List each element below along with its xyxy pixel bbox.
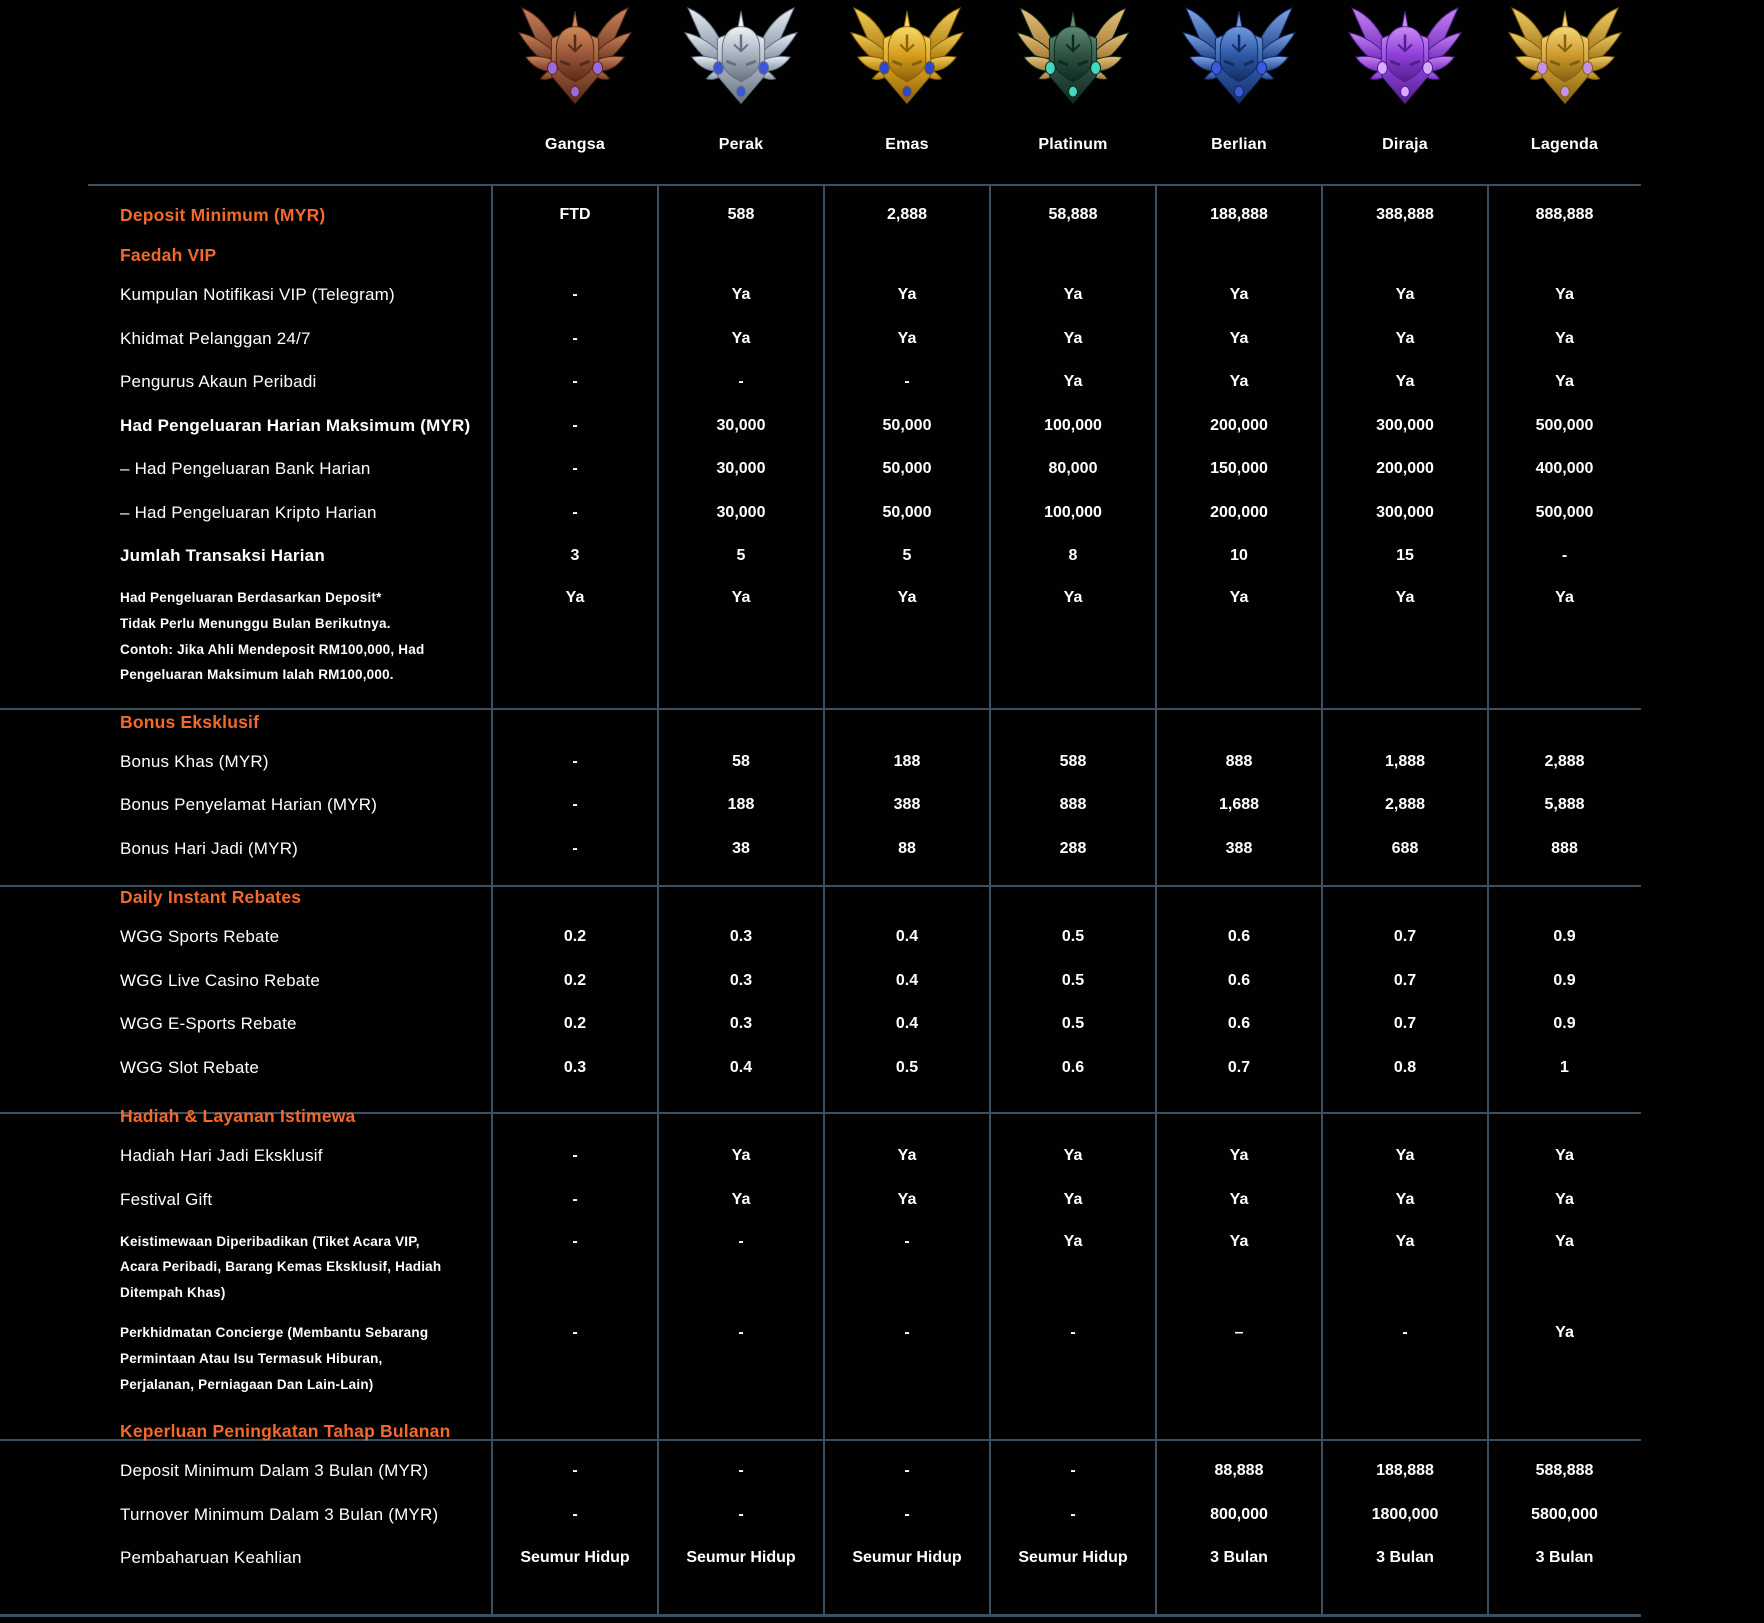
tier-value-cell: Ya: [1395, 1190, 1415, 1208]
tier-value-cell: 0.5: [1061, 971, 1085, 989]
tier-value-cell: 0.6: [1227, 928, 1251, 946]
tier-value-cell: Seumur Hidup: [852, 1549, 962, 1567]
tier-value-cell: Ya: [1555, 1147, 1574, 1165]
tier-value-cell: 688: [1391, 839, 1419, 857]
tier-value-cell: 0.7: [1393, 971, 1417, 989]
tier-column: [492, 0, 658, 185]
row-label: WGG Sports Rebate: [120, 927, 280, 947]
tier-value-cell: Ya: [1229, 1147, 1249, 1165]
tier-badge-icon: [1180, 5, 1298, 129]
tier-value-cell: -: [572, 329, 578, 347]
tier-value-cell: Ya: [1229, 286, 1249, 304]
row-label: WGG E-Sports Rebate: [120, 1014, 297, 1034]
bottom-border-line: [0, 1614, 1641, 1617]
row-label: [0, 585, 492, 688]
row-label: – Had Pengeluaran Kripto Harian: [120, 502, 377, 522]
tier-value-cell: -: [572, 1190, 578, 1208]
tier-value-cell: Seumur Hidup: [520, 1549, 630, 1567]
tier-value-cell: 88,888: [1214, 1462, 1264, 1480]
tier-value-cell: 30,000: [716, 416, 766, 434]
tier-value-cell: 1: [1560, 1058, 1569, 1076]
tier-value-cell: -: [572, 416, 578, 434]
table-row: [0, 703, 1641, 740]
tier-value-cell: -: [572, 503, 578, 521]
tier-value-cell: 888: [1225, 752, 1253, 770]
row-label: Jumlah Transaksi Harian: [120, 546, 325, 566]
row-label: Pembaharuan Keahlian: [120, 1548, 302, 1568]
tier-value-cell: Seumur Hidup: [1018, 1549, 1128, 1567]
tier-value-cell: 588: [1059, 752, 1087, 770]
row-label: Kumpulan Notifikasi VIP (Telegram): [120, 285, 395, 305]
tier-value-cell: -: [1402, 1324, 1408, 1342]
tier-value-cell: 0.6: [1227, 1015, 1251, 1033]
tier-value-cell: 100,000: [1044, 503, 1102, 521]
tier-value-cell: Ya: [731, 589, 751, 606]
tier-value-cell: Ya: [1395, 329, 1415, 347]
tier-value-cell: Ya: [1063, 1232, 1083, 1250]
tier-value-cell: 5800,000: [1531, 1505, 1598, 1523]
tier-value-cell: Ya: [897, 1147, 917, 1165]
tier-value-cell: -: [1070, 1324, 1076, 1342]
row-label-line: Acara Peribadi, Barang Kemas Eksklusif, Hadiah: [120, 1259, 442, 1275]
tier-value-cell: -: [1070, 1462, 1076, 1480]
tier-value-cell: 10: [1230, 547, 1248, 565]
table-row: [0, 827, 1641, 871]
tier-value-cell: 188: [893, 752, 921, 770]
tier-value-cell: -: [572, 1232, 578, 1250]
table-section: [0, 695, 1641, 871]
tier-value-cell: Seumur Hidup: [686, 1549, 796, 1567]
tier-value-cell: Ya: [1555, 329, 1574, 347]
tier-value-cell: 388: [893, 796, 921, 814]
tier-value-cell: Ya: [1063, 589, 1083, 606]
table-row: [0, 237, 1641, 274]
table-row: [0, 491, 1641, 535]
table-row: [0, 317, 1641, 361]
tier-header: [492, 0, 1641, 185]
tier-value-cell: 0.4: [729, 1058, 753, 1076]
tier-value-cell: -: [572, 752, 578, 770]
tier-badge-icon: [682, 5, 800, 129]
row-label: Bonus Khas (MYR): [120, 751, 269, 771]
tier-value-cell: 30,000: [716, 503, 766, 521]
tier-value-cell: Ya: [1395, 1147, 1415, 1165]
tier-value-cell: 0.8: [1393, 1058, 1417, 1076]
tier-value-cell: 0.7: [1227, 1058, 1251, 1076]
tier-value-cell: 5: [902, 547, 912, 565]
table-row: [0, 740, 1641, 784]
tier-value-cell: 0.5: [1061, 928, 1085, 946]
tier-column: [824, 0, 990, 185]
tier-value-cell: 2,888: [1544, 752, 1585, 770]
row-label: [0, 1229, 492, 1306]
tier-value-cell: 0.5: [895, 1058, 919, 1076]
tier-value-cell: 0.3: [729, 928, 753, 946]
tier-value-cell: 150,000: [1210, 460, 1268, 478]
table-section: [0, 185, 1641, 695]
tier-name: Perak: [718, 136, 764, 153]
table-row: [0, 1536, 1641, 1580]
table-row: [0, 916, 1641, 960]
tier-column: [990, 0, 1156, 185]
table-row: [0, 274, 1641, 318]
table-section: [0, 1404, 1641, 1580]
tier-value-cell: Ya: [897, 286, 917, 304]
table-row: [0, 535, 1641, 579]
table-row: [0, 1178, 1641, 1222]
table-row: [0, 193, 1641, 237]
tier-badge-icon: [848, 5, 966, 129]
tier-value-cell: 5,888: [1544, 796, 1585, 814]
table-row: [0, 578, 1641, 695]
row-label: [0, 1320, 492, 1397]
tier-value-cell: 500,000: [1535, 416, 1594, 434]
row-label: Bonus Penyelamat Harian (MYR): [120, 795, 378, 815]
table-row: [0, 959, 1641, 1003]
tier-value-cell: 80,000: [1048, 460, 1098, 478]
row-label-line: Contoh: Jika Ahli Mendeposit RM100,000, Had: [120, 641, 425, 657]
tier-value-cell: 0.9: [1553, 1015, 1576, 1033]
tier-value-cell: -: [904, 373, 910, 391]
tier-value-cell: FTD: [559, 205, 591, 223]
tier-value-cell: 800,000: [1210, 1505, 1268, 1523]
tier-name: Diraja: [1382, 136, 1428, 153]
tier-value-cell: Ya: [897, 1190, 917, 1208]
table-row: [0, 879, 1641, 916]
tier-value-cell: 3 Bulan: [1535, 1549, 1594, 1567]
tier-value-cell: -: [738, 1324, 744, 1342]
row-label: Pengurus Akaun Peribadi: [120, 372, 317, 392]
row-label-line: Keistimewaan Diperibadikan (Tiket Acara VIP,: [120, 1233, 420, 1249]
table-row: [0, 1449, 1641, 1493]
tier-value-cell: Ya: [1555, 1324, 1574, 1342]
tier-value-cell: 388: [1225, 839, 1253, 857]
tier-value-cell: 0.2: [563, 971, 587, 989]
tier-value-cell: 15: [1396, 547, 1414, 565]
tier-value-cell: 0.9: [1553, 928, 1576, 946]
table-row: [0, 1493, 1641, 1537]
row-label-line: Ditempah Khas): [120, 1285, 226, 1301]
tier-value-cell: 888,888: [1535, 205, 1594, 223]
row-label: Had Pengeluaran Harian Maksimum (MYR): [120, 415, 471, 435]
tier-value-cell: Ya: [1555, 589, 1574, 606]
tier-value-cell: Ya: [731, 1190, 751, 1208]
table-row: [0, 361, 1641, 405]
tier-name: Gangsa: [545, 136, 605, 153]
row-label: Keperluan Peningkatan Tahap Bulanan: [120, 1420, 451, 1441]
tier-value-cell: 500,000: [1535, 503, 1594, 521]
tier-name: Emas: [885, 136, 929, 153]
tier-value-cell: Ya: [1229, 373, 1249, 391]
row-label-line: Perjalanan, Perniagaan Dan Lain-Lain): [120, 1376, 374, 1392]
tier-value-cell: 2,888: [886, 205, 928, 223]
row-label: Khidmat Pelanggan 24/7: [120, 328, 311, 348]
tier-value-cell: -: [738, 1505, 744, 1523]
tier-value-cell: -: [904, 1505, 910, 1523]
tier-value-cell: 58,888: [1048, 205, 1098, 223]
tier-value-cell: Ya: [1063, 286, 1083, 304]
row-label: Bonus Eksklusif: [120, 711, 260, 732]
row-label: Turnover Minimum Dalam 3 Bulan (MYR): [120, 1504, 439, 1524]
tier-value-cell: 30,000: [716, 460, 766, 478]
tier-value-cell: -: [572, 1324, 578, 1342]
row-label-line: Permintaan Atau Isu Termasuk Hiburan,: [120, 1350, 383, 1366]
tier-value-cell: -: [1561, 547, 1568, 565]
table-section: [0, 1090, 1641, 1405]
tier-value-cell: Ya: [897, 329, 917, 347]
tier-value-cell: -: [572, 839, 578, 857]
tier-value-cell: Ya: [731, 1147, 751, 1165]
tier-value-cell: Ya: [1555, 1190, 1574, 1208]
tier-badge-icon: [516, 5, 634, 129]
row-label: Daily Instant Rebates: [120, 887, 302, 908]
table-row: [0, 448, 1641, 492]
tier-name: Lagenda: [1530, 136, 1599, 153]
tier-value-cell: 388,888: [1376, 205, 1434, 223]
row-label: Deposit Minimum Dalam 3 Bulan (MYR): [120, 1461, 429, 1481]
tier-value-cell: 0.6: [1061, 1058, 1085, 1076]
tier-value-cell: -: [572, 460, 578, 478]
row-label-line: Had Pengeluaran Berdasarkan Deposit*: [120, 590, 382, 605]
tier-value-cell: 100,000: [1044, 416, 1102, 434]
tier-value-cell: 58: [732, 752, 750, 770]
tier-value-cell: 0.4: [895, 1015, 919, 1033]
table-row: [0, 1003, 1641, 1047]
row-label: Faedah VIP: [120, 245, 217, 265]
row-label-line: Perkhidmatan Concierge (Membantu Sebarang: [120, 1325, 429, 1341]
table-row: [0, 404, 1641, 448]
tier-value-cell: Ya: [1229, 589, 1249, 606]
tier-value-cell: Ya: [1063, 373, 1083, 391]
tier-value-cell: Ya: [1555, 286, 1574, 304]
tier-value-cell: 0.5: [1061, 1015, 1085, 1033]
tier-value-cell: 8: [1068, 547, 1078, 565]
tier-value-cell: -: [1070, 1505, 1076, 1523]
tier-value-cell: Ya: [1063, 1190, 1083, 1208]
table-row: [0, 1098, 1641, 1135]
tier-value-cell: -: [904, 1232, 910, 1250]
tier-value-cell: Ya: [1555, 1232, 1574, 1250]
tier-value-cell: -: [572, 1462, 578, 1480]
tier-value-cell: Ya: [731, 329, 751, 347]
table-row: [0, 1046, 1641, 1090]
tier-value-cell: 3 Bulan: [1210, 1549, 1268, 1567]
tier-name: Berlian: [1211, 136, 1267, 153]
table-section: [0, 871, 1641, 1090]
tier-value-cell: -: [738, 373, 744, 391]
tier-value-cell: 0.4: [895, 971, 919, 989]
tier-column: [1156, 0, 1322, 185]
tier-value-cell: Ya: [897, 589, 917, 606]
tier-value-cell: 3: [570, 547, 580, 565]
tier-value-cell: 188: [727, 796, 755, 814]
tier-value-cell: 300,000: [1376, 503, 1434, 521]
tier-value-cell: 50,000: [882, 503, 932, 521]
tier-badge-icon: [1014, 5, 1132, 129]
table-row: [0, 1313, 1641, 1404]
tier-value-cell: 300,000: [1376, 416, 1434, 434]
tier-value-cell: Ya: [731, 286, 751, 304]
tier-value-cell: 888: [1059, 796, 1087, 814]
tier-value-cell: 0.2: [563, 928, 587, 946]
tier-value-cell: 0.9: [1553, 971, 1576, 989]
tier-value-cell: -: [738, 1462, 744, 1480]
tier-value-cell: Ya: [1063, 1147, 1083, 1165]
tier-value-cell: Ya: [1395, 589, 1415, 606]
tier-value-cell: 588,888: [1535, 1462, 1594, 1480]
tier-value-cell: 38: [732, 839, 750, 857]
tier-value-cell: -: [572, 286, 578, 304]
tier-value-cell: 288: [1059, 839, 1087, 857]
vip-table-body: [0, 185, 1641, 1580]
tier-value-cell: 200,000: [1210, 416, 1268, 434]
tier-value-cell: 400,000: [1535, 460, 1594, 478]
row-label: WGG Live Casino Rebate: [120, 970, 320, 990]
table-row: [0, 1222, 1641, 1313]
tier-value-cell: Ya: [1555, 373, 1574, 391]
tier-value-cell: 0.6: [1227, 971, 1251, 989]
tier-value-cell: 3 Bulan: [1376, 1549, 1434, 1567]
tier-value-cell: 0.3: [563, 1058, 587, 1076]
table-row: [0, 1412, 1641, 1449]
tier-value-cell: 88: [898, 839, 916, 857]
tier-badge-icon: [1506, 5, 1624, 129]
row-label-line: Tidak Perlu Menunggu Bulan Berikutnya.: [120, 615, 391, 631]
row-label: Hadiah Hari Jadi Eksklusif: [120, 1146, 323, 1166]
tier-value-cell: Ya: [565, 589, 585, 606]
row-label-line: Pengeluaran Maksimum Ialah RM100,000.: [120, 667, 394, 683]
tier-value-cell: 1,688: [1218, 796, 1260, 814]
tier-value-cell: Ya: [1063, 329, 1083, 347]
tier-value-cell: 0.4: [895, 928, 919, 946]
row-label: Deposit Minimum (MYR): [120, 204, 326, 225]
tier-value-cell: 200,000: [1376, 460, 1434, 478]
tier-value-cell: 188,888: [1376, 1462, 1434, 1480]
tier-value-cell: 0.3: [729, 1015, 753, 1033]
tier-value-cell: Ya: [1229, 1190, 1249, 1208]
tier-value-cell: 188,888: [1210, 205, 1268, 223]
tier-value-cell: 0.2: [563, 1015, 587, 1033]
tier-value-cell: -: [572, 1147, 578, 1165]
tier-value-cell: 0.7: [1393, 928, 1417, 946]
tier-value-cell: 200,000: [1210, 503, 1268, 521]
table-row: [0, 1135, 1641, 1179]
tier-badge-icon: [1346, 5, 1464, 129]
tier-value-cell: 0.3: [729, 971, 753, 989]
tier-value-cell: -: [904, 1324, 910, 1342]
row-label: – Had Pengeluaran Bank Harian: [120, 459, 371, 479]
tier-value-cell: 588: [727, 205, 755, 223]
tier-value-cell: 888: [1551, 839, 1578, 857]
tier-value-cell: Ya: [1395, 286, 1415, 304]
table-row: [0, 784, 1641, 828]
tier-column: [1322, 0, 1488, 185]
tier-column: [1488, 0, 1641, 185]
row-label: Festival Gift: [120, 1189, 213, 1209]
tier-value-cell: -: [572, 796, 578, 814]
tier-value-cell: -: [738, 1232, 744, 1250]
tier-value-cell: Ya: [1229, 1232, 1249, 1250]
tier-value-cell: -: [572, 373, 578, 391]
tier-name: Platinum: [1038, 136, 1108, 153]
tier-value-cell: 50,000: [882, 416, 932, 434]
row-label: WGG Slot Rebate: [120, 1057, 260, 1077]
tier-value-cell: 5: [736, 547, 746, 565]
tier-value-cell: 1,888: [1384, 752, 1426, 770]
tier-value-cell: 2,888: [1384, 796, 1426, 814]
tier-value-cell: -: [572, 1505, 578, 1523]
tier-column: [658, 0, 824, 185]
row-label: Bonus Hari Jadi (MYR): [120, 838, 299, 858]
tier-value-cell: –: [1234, 1324, 1244, 1342]
tier-value-cell: 1800,000: [1371, 1505, 1439, 1523]
tier-value-cell: Ya: [1229, 329, 1249, 347]
tier-value-cell: Ya: [1395, 1232, 1415, 1250]
row-label: Hadiah & Layanan Istimewa: [120, 1106, 356, 1127]
tier-value-cell: Ya: [1395, 373, 1415, 391]
tier-value-cell: -: [904, 1462, 910, 1480]
tier-value-cell: 0.7: [1393, 1015, 1417, 1033]
tier-value-cell: 50,000: [882, 460, 932, 478]
